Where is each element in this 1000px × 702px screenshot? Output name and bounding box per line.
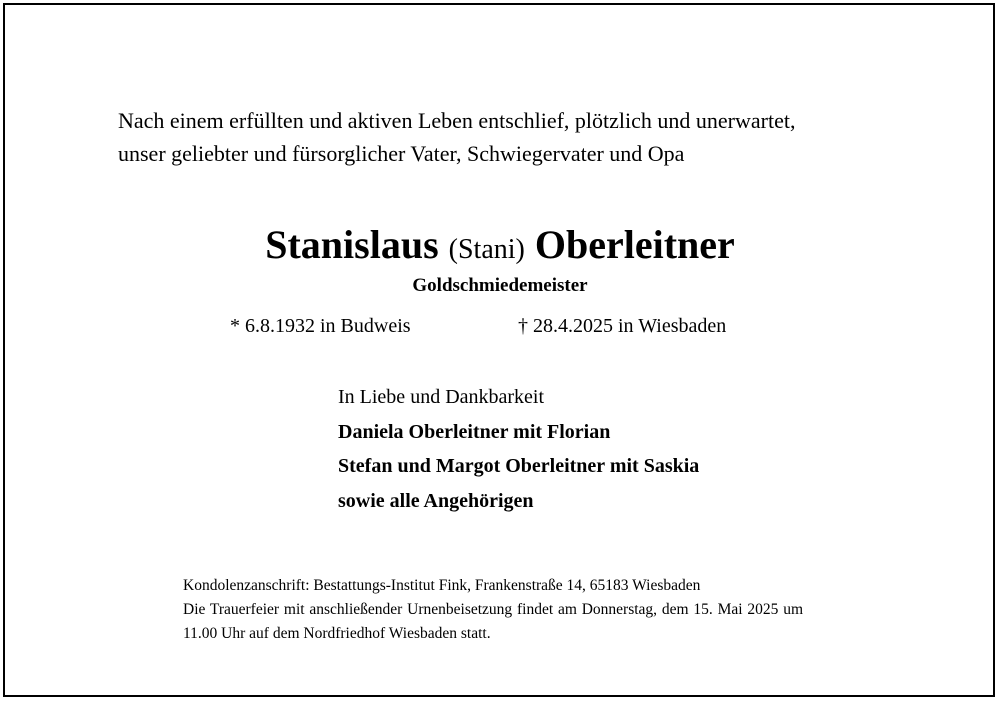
- birth-date: * 6.8.1932 in Budweis: [230, 315, 411, 337]
- mourners-intro: In Liebe und Dankbarkeit: [338, 386, 545, 408]
- nickname: (Stani): [448, 234, 525, 265]
- mourner-name: Daniela Oberleitner mit Florian: [338, 420, 611, 443]
- intro-text: [118, 104, 795, 170]
- ceremony-notice: Die Trauerfeier mit anschließender Urnenbeisetzung findet am Donnerstag, dem 15. Mai 2025 um 11.00 Uhr auf dem Nordfriedhof Wiesbaden statt.: [183, 601, 803, 642]
- condolence-address: Kondolenzanschrift: Bestattungs-Institut Fink, Frankenstraße 14, 65183 Wiesbaden: [183, 577, 701, 594]
- intro-line-2: unser geliebter und fürsorglicher Vater, Schwiegervater und Opa: [118, 141, 685, 166]
- last-name: Oberleitner: [534, 222, 735, 267]
- intro-line-1: Nach einem erfüllten und aktiven Leben entschlief, plötzlich und unerwartet,: [118, 108, 796, 133]
- first-name: Stanislaus: [265, 222, 439, 267]
- mourner-name: Stefan und Margot Oberleitner mit Saskia: [338, 455, 700, 477]
- mourners-block: [338, 380, 699, 518]
- death-date: † 28.4.2025 in Wiesbaden: [518, 315, 727, 337]
- mourner-name: sowie alle Angehörigen: [338, 489, 534, 512]
- profession: Goldschmiedemeister: [412, 275, 588, 296]
- footer-notice: [183, 574, 803, 646]
- deceased-name: [0, 220, 1000, 275]
